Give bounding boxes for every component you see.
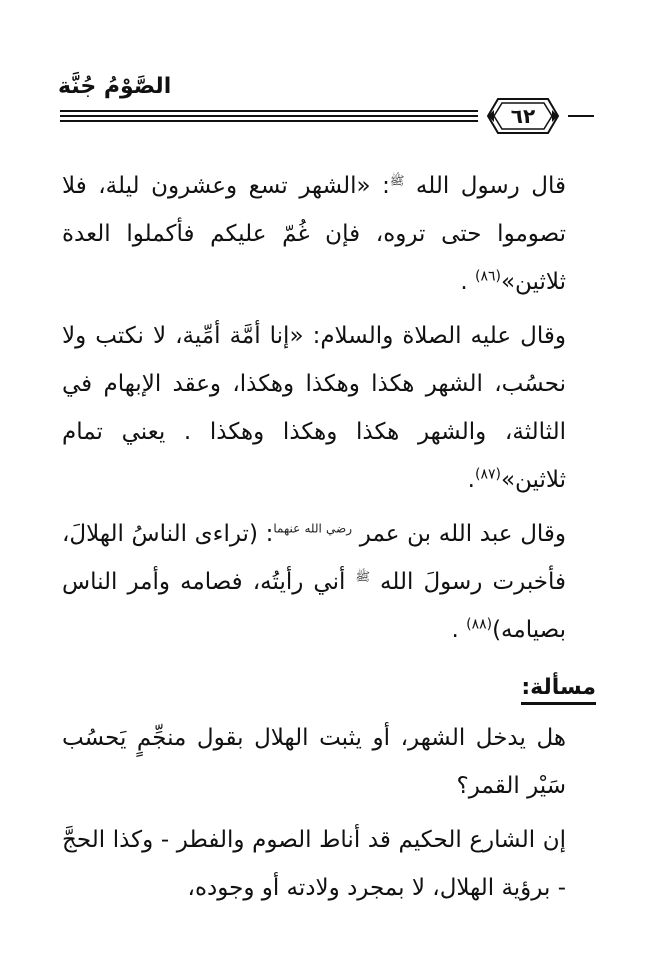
text-run: قال رسول الله [415, 173, 566, 199]
text-run: . [460, 269, 475, 295]
honorific-glyph: ﷺ [389, 173, 405, 188]
paragraph-3 [62, 510, 596, 654]
text-run: وقال عبد الله بن عمر [359, 521, 567, 547]
text-run: . [451, 617, 467, 643]
page-content [62, 162, 596, 912]
footnote-ref: (٨٧) [474, 466, 501, 483]
header-rule-short [568, 115, 594, 117]
paragraph-5: إن الشارع الحكيم قد أناط الصوم والفطر - وكذا الحجَّ - برؤية الهلال، لا بمجرد ولادته أو وجوده، [62, 827, 566, 901]
text-run: وقال عليه الصلاة والسلام: «إنا أمَّة أمِّية، لا نكتب ولا نحسُب، الشهر هكذا وهكذا وهكذا، وعقد الإبهام في الثالثة، والشهر هكذا وهكذا وهكذا . يعني تمام ثلاثين» [62, 323, 566, 493]
header-rule [60, 115, 478, 117]
section-heading [62, 668, 596, 708]
text-run: أني رأيتُه، فصامه وأمر الناس بصيامه) [62, 569, 566, 643]
paragraph-1 [62, 162, 596, 306]
section-heading-text: مسألة: [521, 675, 596, 705]
page-number: ٦٢ [510, 104, 536, 128]
text-run: : «الشهر تسع وعشرون ليلة، فلا تصوموا حتى تروه، فإن غُمّ عليكم فأكملوا العدة ثلاثين» [62, 173, 566, 295]
honorific-glyph: ﷺ [355, 569, 370, 584]
paragraph-2 [62, 312, 596, 504]
paragraph-4: هل يدخل الشهر، أو يثبت الهلال بقول منجِّمٍ يَحسُب سَيْر القمر؟ [62, 725, 566, 799]
header-rule [60, 110, 478, 112]
footnote-ref: (٨٨) [466, 616, 493, 633]
honorific-glyph: رضي الله عنهما [273, 521, 353, 536]
footnote-ref: (٨٦) [474, 268, 501, 285]
text-run: . [467, 467, 475, 493]
running-title: الصَّوْمُ جُنَّة [58, 74, 172, 99]
header-rule [60, 120, 478, 122]
text-run: : (تراءى الناسُ الهلالَ، فأخبرت رسولَ الله [62, 521, 566, 595]
